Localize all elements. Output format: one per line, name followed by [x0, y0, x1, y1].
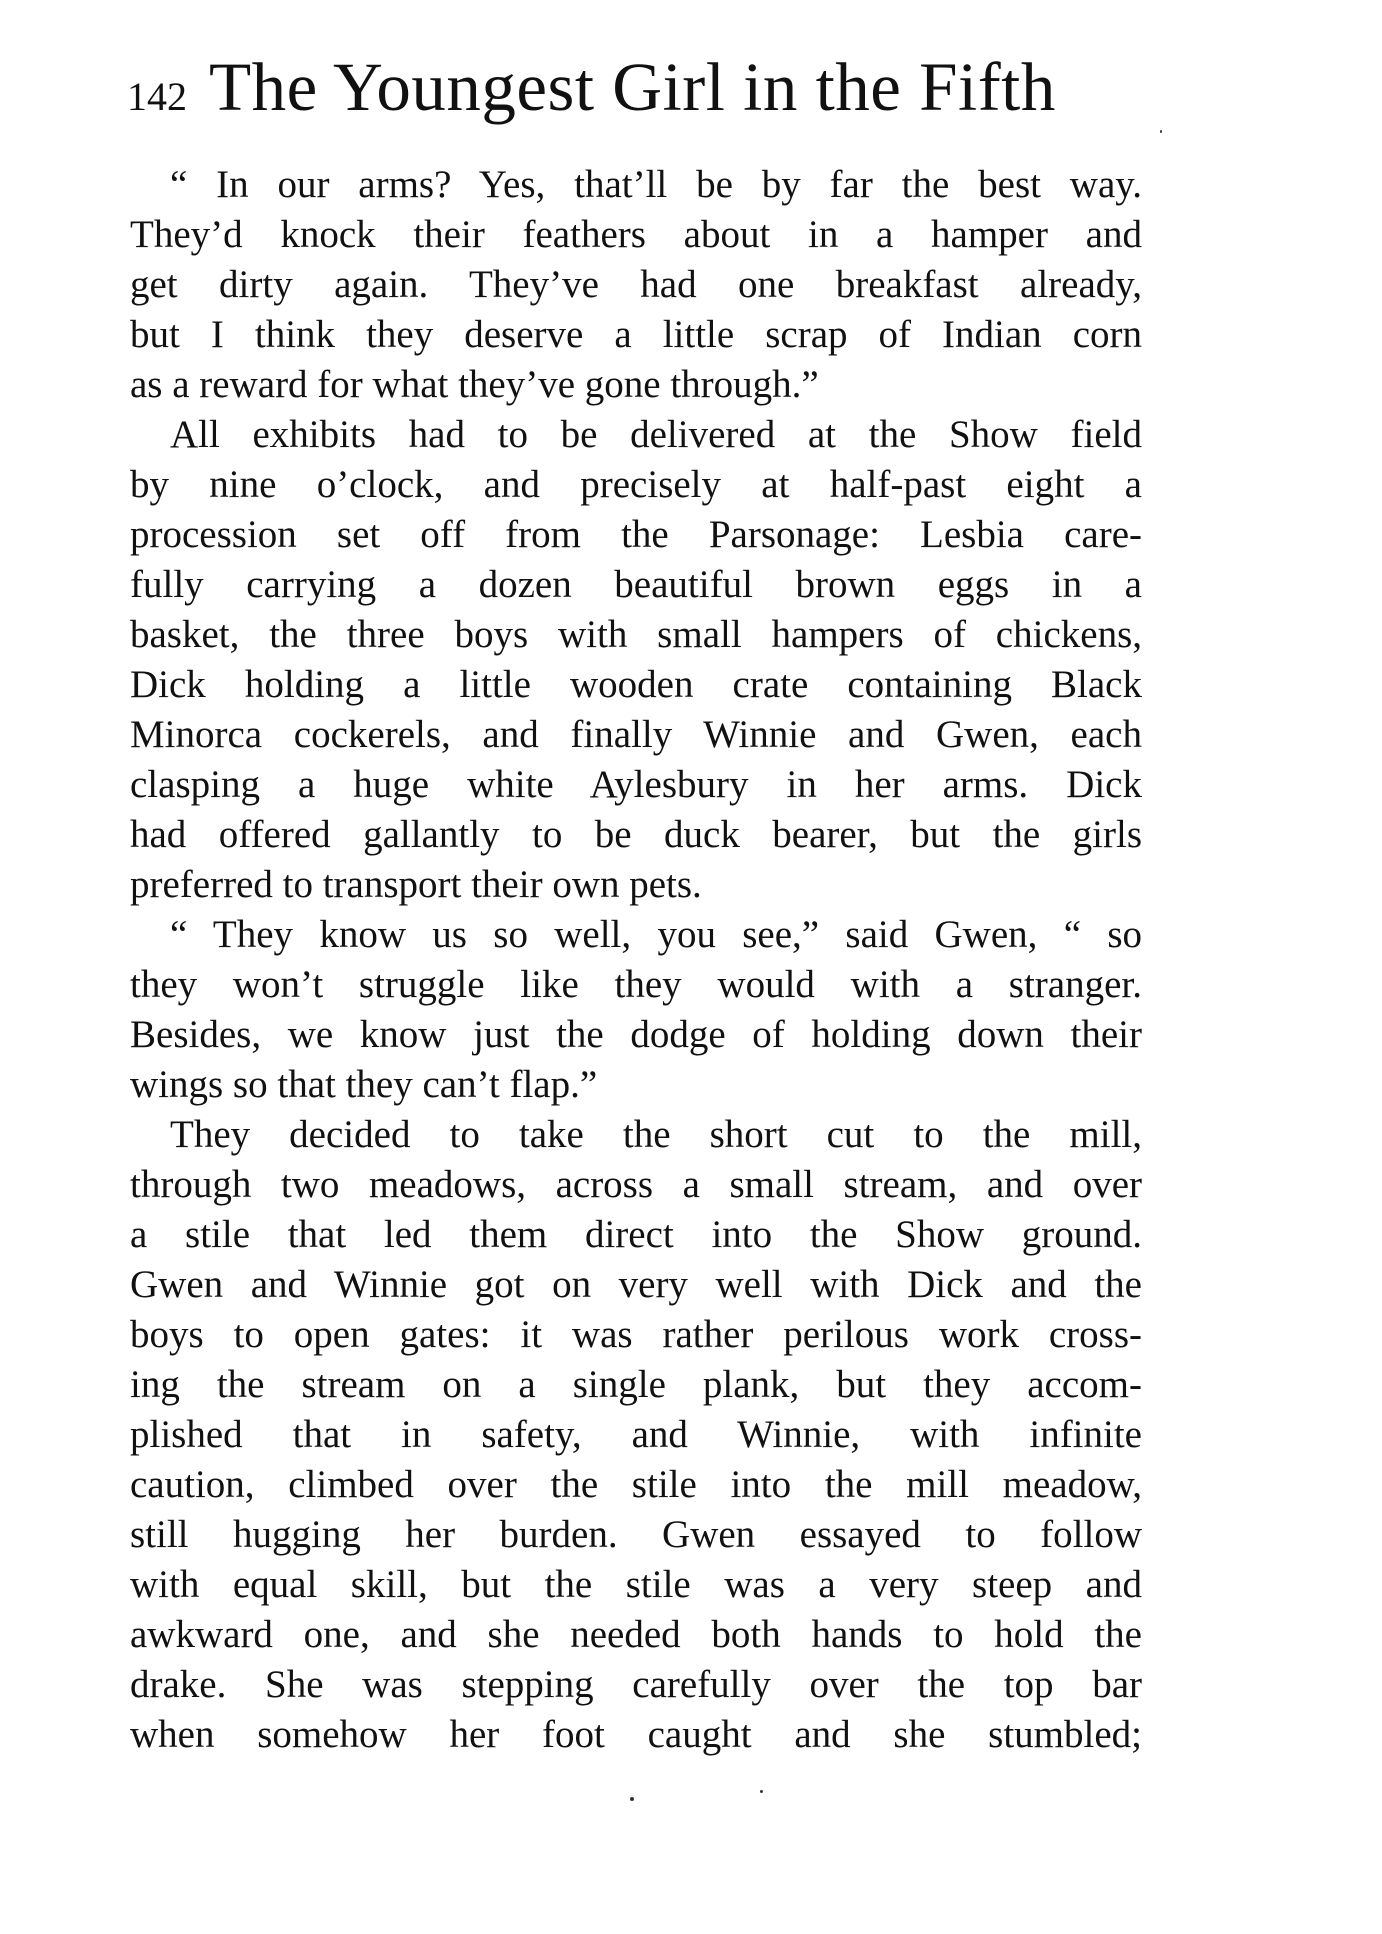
text-line: when somehow her foot caught and she stumbled;: [130, 1713, 1142, 1756]
text-line: as a reward for what they’ve gone through.”: [130, 363, 819, 406]
text-line: had offered gallantly to be duck bearer, but the girls: [130, 813, 1142, 856]
text-line: wings so that they can’t flap.”: [130, 1063, 598, 1106]
paragraph: [130, 410, 1142, 910]
text-line: They’d knock their feathers about in a hamper and: [130, 213, 1142, 256]
page-number: 142: [127, 74, 187, 119]
text-line: plished that in safety, and Winnie, with infinite: [130, 1413, 1142, 1456]
scan-speck: [1160, 130, 1162, 133]
paragraph: [130, 910, 1142, 1110]
text-line: get dirty again. They’ve had one breakfast already,: [130, 263, 1142, 306]
body-text: [130, 160, 1142, 1760]
page-header: [127, 48, 1147, 138]
text-line: They decided to take the short cut to the mill,: [170, 1113, 1142, 1156]
text-line: “ In our arms? Yes, that’ll be by far the best way.: [170, 163, 1142, 206]
text-line: Dick holding a little wooden crate containing Black: [130, 663, 1142, 706]
text-line: basket, the three boys with small hampers of chickens,: [130, 613, 1142, 656]
text-line: awkward one, and she needed both hands to hold the: [130, 1613, 1142, 1656]
text-line: but I think they deserve a little scrap of Indian corn: [130, 313, 1142, 356]
scan-speck: [630, 1797, 634, 1801]
paragraph: [130, 1110, 1142, 1760]
text-line: still hugging her burden. Gwen essayed to follow: [130, 1513, 1142, 1556]
scan-speck: [760, 1790, 763, 1793]
text-line: a stile that led them direct into the Show ground.: [130, 1213, 1142, 1256]
text-line: drake. She was stepping carefully over the top bar: [130, 1663, 1142, 1706]
text-line: by nine o’clock, and precisely at half-past eight a: [130, 463, 1142, 506]
text-line: procession set off from the Parsonage: Lesbia care-: [130, 513, 1142, 556]
text-line: “ They know us so well, you see,” said Gwen, “ so: [170, 913, 1142, 956]
text-line: with equal skill, but the stile was a very steep and: [130, 1563, 1142, 1606]
text-line: through two meadows, across a small stream, and over: [130, 1163, 1142, 1206]
text-line: preferred to transport their own pets.: [130, 863, 702, 906]
text-line: ing the stream on a single plank, but they accom-: [130, 1363, 1142, 1406]
text-line: All exhibits had to be delivered at the Show field: [170, 413, 1142, 456]
text-line: they won’t struggle like they would with a stranger.: [130, 963, 1142, 1006]
text-line: caution, climbed over the stile into the mill meadow,: [130, 1463, 1142, 1506]
text-line: Gwen and Winnie got on very well with Dick and the: [130, 1263, 1142, 1306]
text-line: Minorca cockerels, and finally Winnie and Gwen, each: [130, 713, 1142, 756]
text-line: Besides, we know just the dodge of holding down their: [130, 1013, 1142, 1056]
text-line: fully carrying a dozen beautiful brown eggs in a: [130, 563, 1142, 606]
text-line: clasping a huge white Aylesbury in her arms. Dick: [130, 763, 1142, 806]
text-line: boys to open gates: it was rather perilous work cross-: [130, 1313, 1142, 1356]
paragraph: [130, 160, 1142, 410]
running-title: The Youngest Girl in the Fifth: [209, 49, 1056, 125]
